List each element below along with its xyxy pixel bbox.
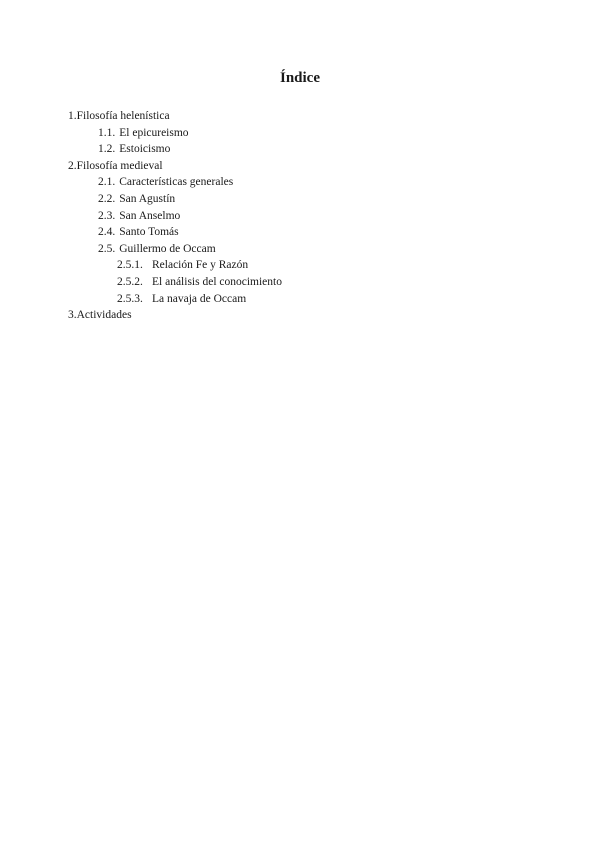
toc-entry[interactable] xyxy=(0,257,600,274)
toc-entry-text: San Agustín xyxy=(119,192,176,205)
toc-entry-text: El análisis del conocimiento xyxy=(152,275,282,288)
toc-entry-number: 2.5.3. xyxy=(117,292,143,305)
toc-entry-text: Santo Tomás xyxy=(119,226,179,239)
toc-entry[interactable] xyxy=(0,208,600,225)
toc-entry-number: 2.2. xyxy=(98,192,116,205)
toc-entry-number: 2.5. xyxy=(98,242,116,255)
toc-entry-text: Filosofía medieval xyxy=(76,159,163,172)
toc-entry[interactable] xyxy=(0,174,600,191)
toc-entry-text: Relación Fe y Razón xyxy=(152,259,249,272)
toc-entry-text: El epicureismo xyxy=(119,126,189,139)
toc-entry-text: Filosofía helenística xyxy=(76,110,170,122)
toc-entry[interactable] xyxy=(0,224,600,241)
toc-entry-text: Guillermo de Occam xyxy=(119,242,216,255)
toc-entry-number: 2.3. xyxy=(98,209,116,222)
toc-entry[interactable] xyxy=(0,158,600,175)
toc-entry[interactable] xyxy=(0,291,600,308)
toc-entry-number: 3. xyxy=(68,309,77,322)
toc-entry[interactable] xyxy=(0,274,600,291)
toc-entry-number: 1. xyxy=(68,110,77,122)
toc-title: Índice xyxy=(279,70,320,86)
toc-entry[interactable] xyxy=(0,141,600,158)
toc-entry-number: 2.1. xyxy=(98,176,116,189)
toc-entry-number: 2.4. xyxy=(98,226,116,239)
toc-entry-number: 2.5.1. xyxy=(117,259,143,272)
toc-entry-text: La navaja de Occam xyxy=(152,292,247,305)
toc-entry-text: Características generales xyxy=(119,176,234,189)
toc-entry-text: Actividades xyxy=(76,309,132,322)
toc-entry-number: 2.5.2. xyxy=(117,275,143,288)
toc-entry[interactable] xyxy=(0,241,600,258)
toc-entry[interactable] xyxy=(0,108,600,125)
toc-entry-text: Estoicismo xyxy=(119,143,171,156)
toc-entry[interactable] xyxy=(0,125,600,142)
toc-entry-number: 1.1. xyxy=(98,126,116,139)
toc-entry[interactable] xyxy=(0,307,600,324)
toc-entry-number: 1.2. xyxy=(98,143,116,156)
table-of-contents xyxy=(0,108,600,324)
toc-entry-number: 2. xyxy=(68,159,77,172)
toc-entry-text: San Anselmo xyxy=(119,209,181,222)
toc-entry[interactable] xyxy=(0,191,600,208)
